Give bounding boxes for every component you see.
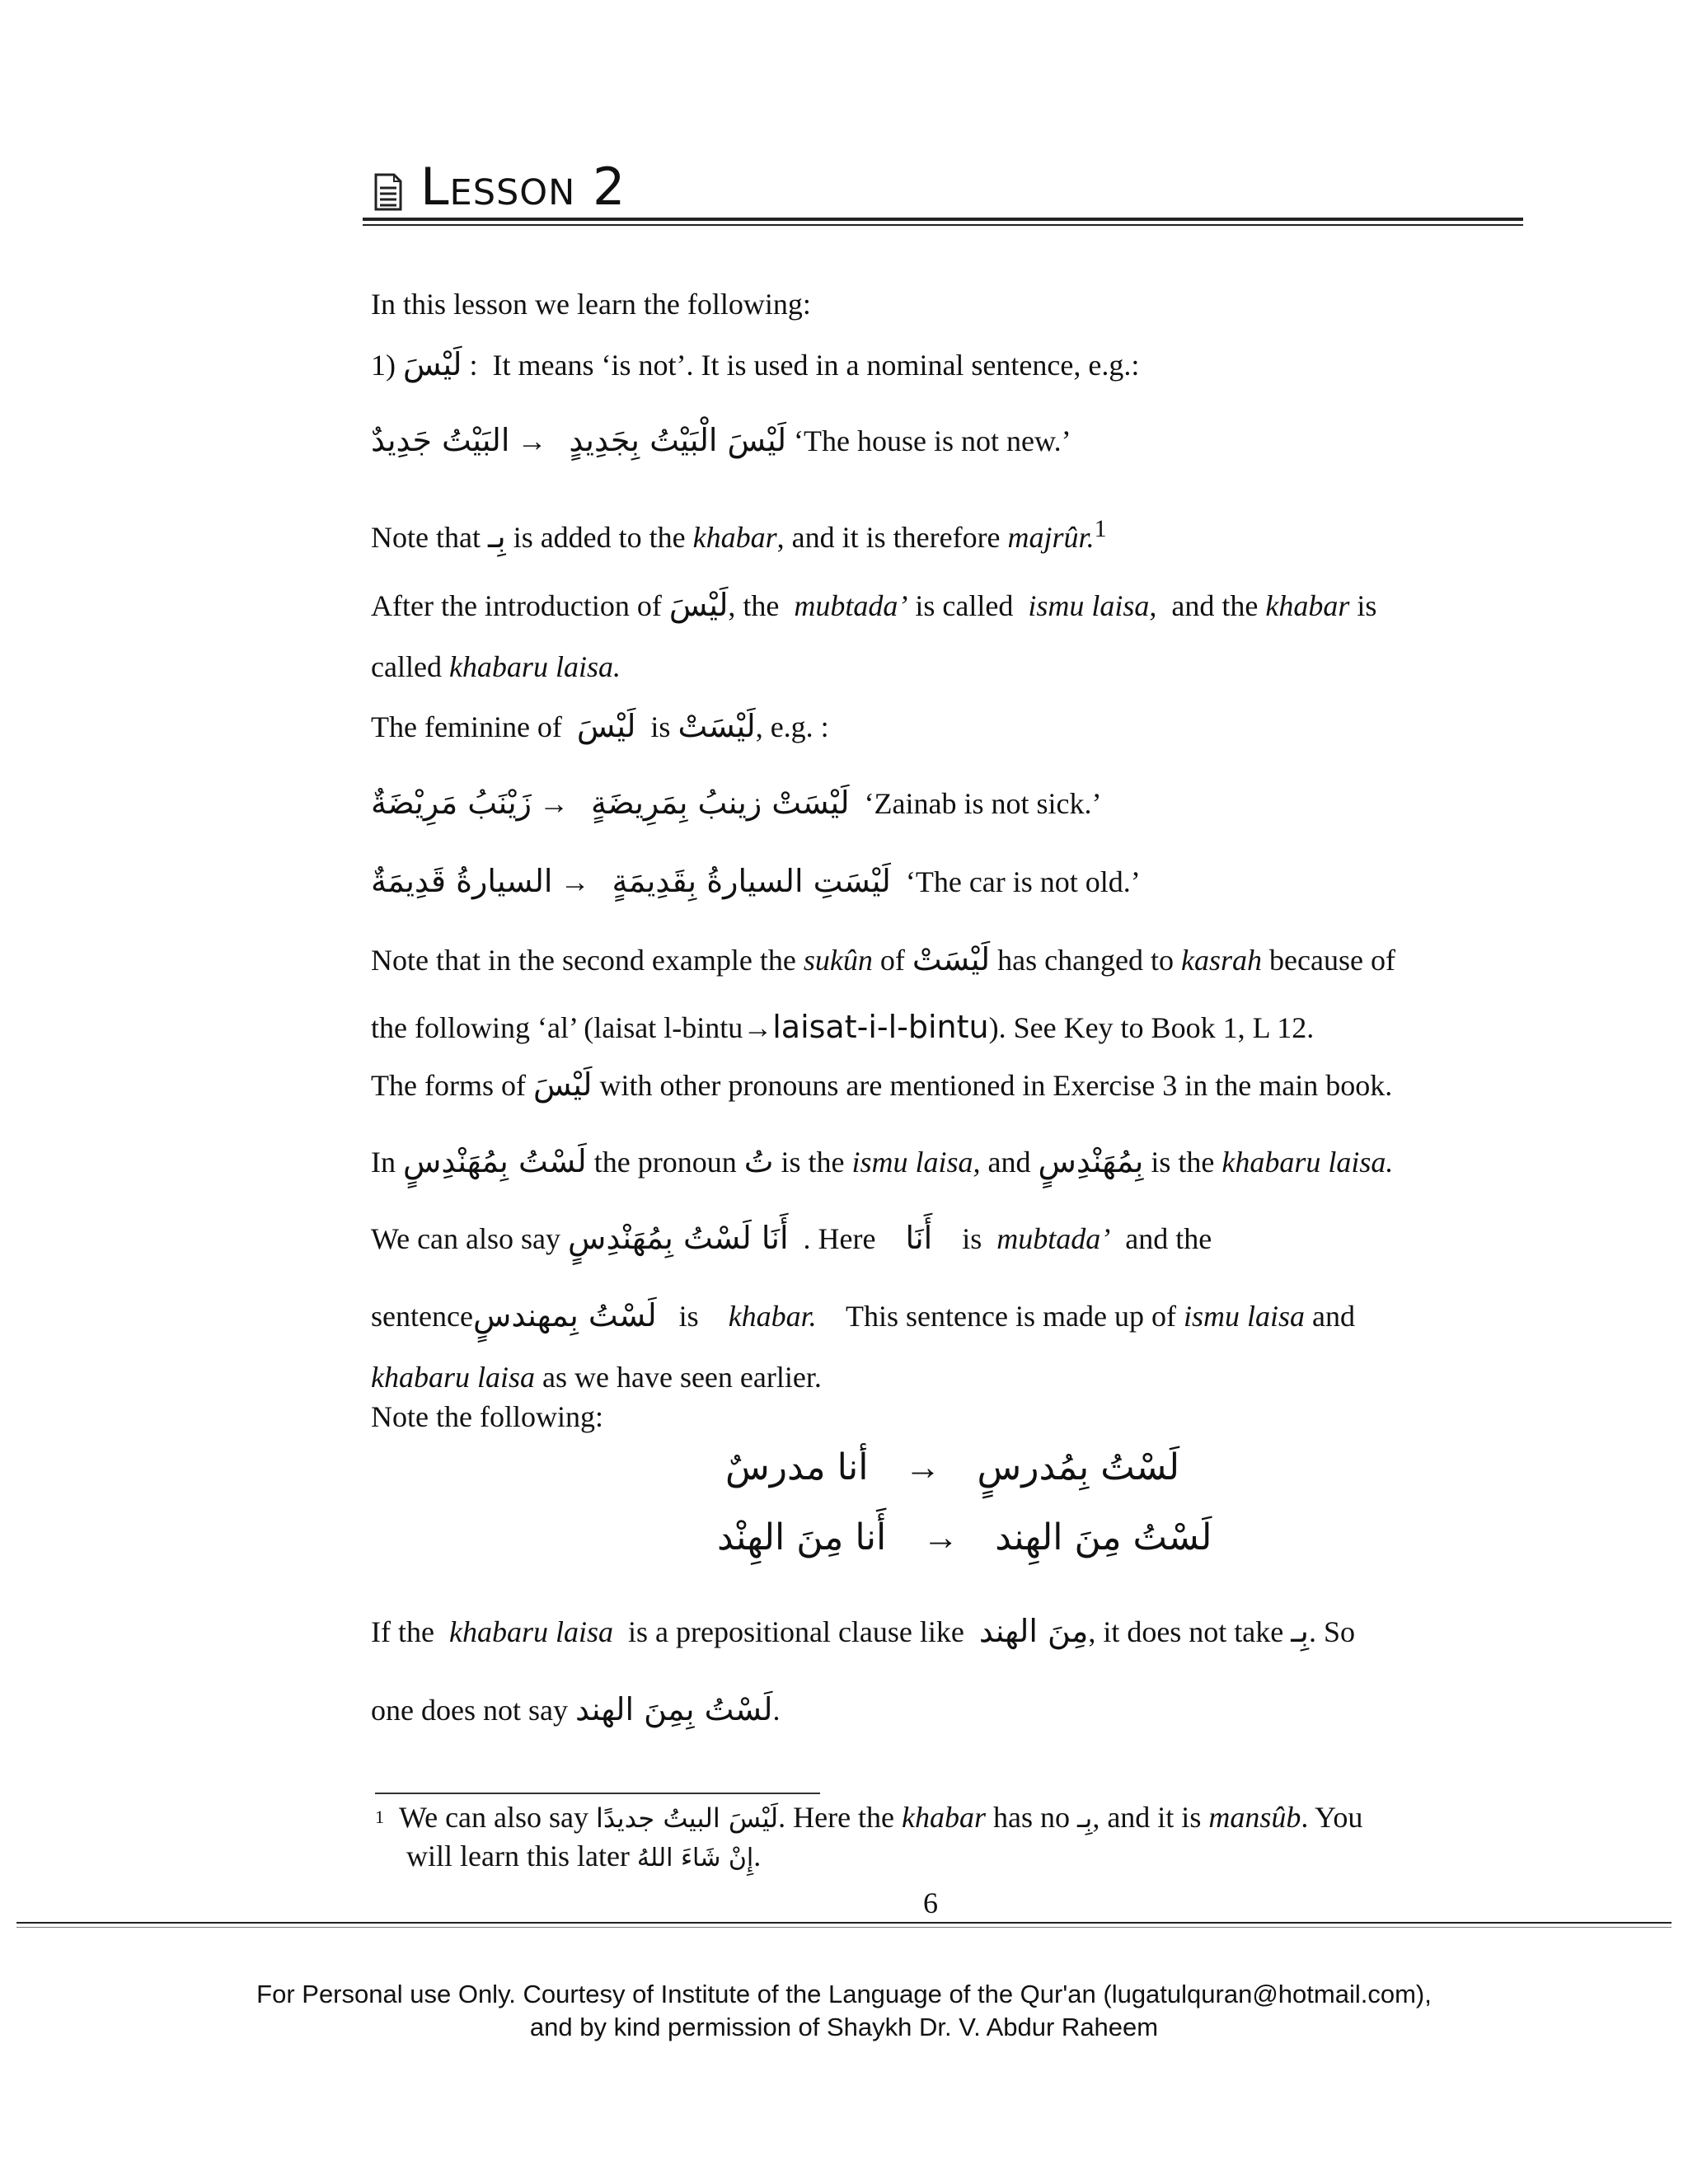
example-2: زَيْنَبُ مَرِيْضَةٌ → لَيْسَتْ زينبُ بِمَرِيضَةٍ ‘Zainab is not sick.’	[371, 785, 1102, 821]
pair-2: أَنا مِنَ الهِنْد → لَسْتُ مِنَ الهِند	[717, 1516, 1212, 1558]
note-sukun-line: Note that in the second example the sukûn of لَيْسَتْ has changed to kasrah because of	[371, 941, 1395, 977]
arrow-icon: →	[560, 865, 590, 898]
arrow-icon: →	[539, 787, 570, 820]
footnote-rule	[375, 1793, 820, 1794]
point-1-line: 1) لَيْسَ : It means ‘is not’. It is used in a nominal sentence, e.g.:	[371, 346, 1140, 382]
example-1: البَيْتُ جَدِيدٌ → لَيْسَ الْبَيْتُ بِجَدِيدٍ ‘The house is not new.’	[371, 422, 1071, 458]
page-number: 6	[923, 1886, 938, 1919]
page-bottom-rule-1	[16, 1922, 1672, 1924]
footer-line-1: For Personal use Only. Courtesy of Institute of the Language of the Qur'an (lugatulquran@hotmail.com),	[256, 1980, 1432, 2008]
arrow-icon: →	[517, 424, 547, 457]
prep-line: If the khabaru laisa is a prepositional clause like مِنَ الهند, it does not take بِـ. So	[371, 1613, 1356, 1649]
footnote-line-2: will learn this later إِنْ شَاءَ اللهُ.	[406, 1840, 762, 1872]
following-line: the following ‘al’ (laisat l-bintu→laisat-i-l-bintu). See Key to Book 1, L 12.	[371, 1009, 1315, 1045]
footer	[0, 1978, 1688, 2044]
also-line: We can also say أَنَا لَسْتُ بِمُهَنْدِسٍ . Here أَنَا is mubtada’ and the	[371, 1220, 1212, 1256]
sentence-line: sentenceلَسْتُ بِمهندسٍ is khabar. This sentence is made up of ismu laisa and	[371, 1297, 1355, 1333]
note-following-line: Note the following:	[371, 1400, 603, 1433]
arabic-laisa: لَيْسَ	[403, 346, 462, 382]
intro-line: In this lesson we learn the following:	[371, 288, 811, 321]
not-say-line: one does not say لَسْتُ بِمِنَ الهند.	[371, 1691, 781, 1727]
arrow-icon: →	[922, 1517, 959, 1558]
footnote-line-1: $^1$ We can also say لَيْسَ البيتُ جديدًا. Here the khabar has no بِـ, and it is mansûb. You	[375, 1801, 1363, 1834]
footnote	[375, 1798, 1529, 1877]
feminine-line: The feminine of لَيْسَ is لَيْسَتْ, e.g. :	[371, 708, 829, 744]
example-3: السيارةُ قَدِيمَةٌ → لَيْسَتِ السيارةُ بِقَدِيمَةٍ ‘The car is not old.’	[371, 863, 1141, 899]
footer-line-2: and by kind permission of Shaykh Dr. V. Abdur Raheem	[529, 2013, 1159, 2041]
header-rule-thin	[363, 224, 1523, 226]
pair-1: أنا مدرسٌ → لَسْتُ بِمُدرسٍ	[725, 1446, 1180, 1488]
in-line: In لَسْتُ بِمُهَنْدِسٍ the pronoun تُ is the ismu laisa, and بِمُهَنْدِسٍ is the khabaru laisa.	[371, 1143, 1394, 1179]
called-line: called khabaru laisa.	[371, 650, 621, 683]
arrow-icon: →	[904, 1447, 941, 1488]
khabaru-line: khabaru laisa as we have seen earlier.	[371, 1361, 822, 1394]
forms-line: The forms of لَيْسَ with other pronouns are mentioned in Exercise 3 in the main book.	[371, 1066, 1393, 1103]
footnote-ref: 1	[1094, 515, 1107, 542]
page-title: Lesson 2	[420, 157, 626, 217]
document-icon	[374, 173, 402, 211]
after-line: After the introduction of لَيْسَ, the mubtada’ is called ismu laisa, and the khabar is	[371, 587, 1377, 623]
header-rule-thick	[363, 218, 1523, 221]
arrow-icon: →	[743, 1011, 773, 1044]
note-ba-line: Note that بِـ is added to the khabar, and it is therefore majrûr.$^1$	[371, 515, 1107, 555]
page-bottom-rule-2	[16, 1927, 1672, 1928]
